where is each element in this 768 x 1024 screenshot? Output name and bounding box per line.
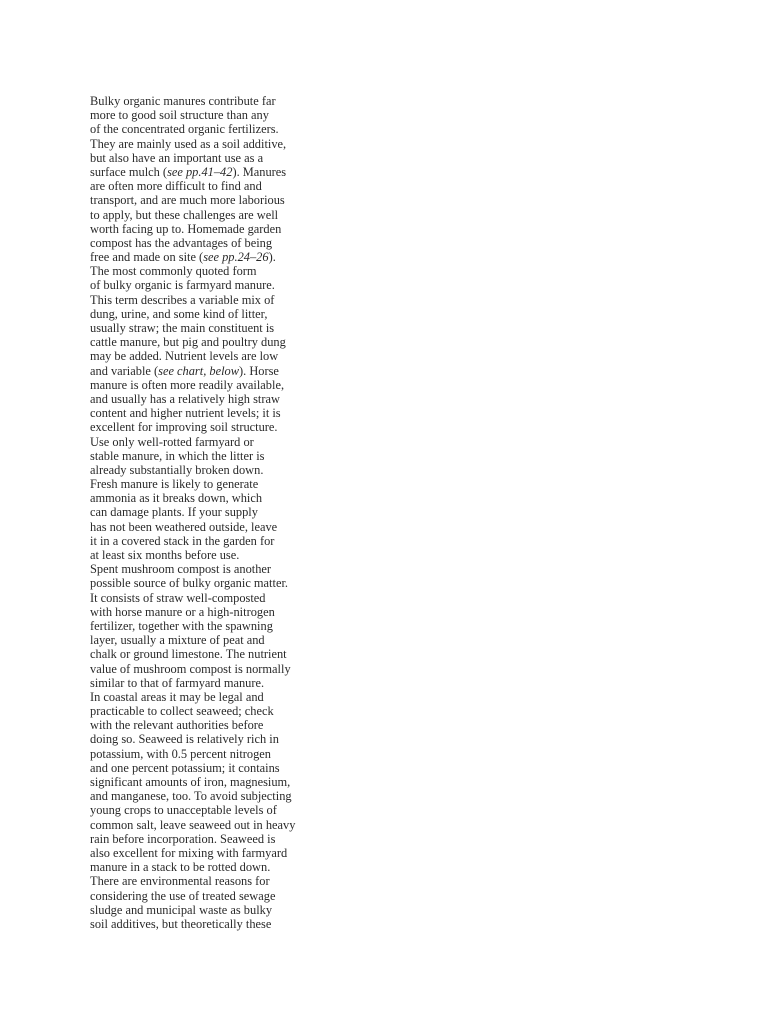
text-segment: with the relevant authorities before <box>90 718 264 733</box>
text-line <box>90 208 320 222</box>
text-segment: and one percent potassium; it contains <box>90 760 280 775</box>
text-line <box>90 803 320 817</box>
text-segment: it in a covered stack in the garden for <box>90 533 275 548</box>
text-segment: worth facing up to. Homemade garden <box>90 221 282 236</box>
text-segment: Spent mushroom compost is another <box>90 562 272 577</box>
text-segment: value of mushroom compost is normally <box>90 661 291 676</box>
text-line <box>90 690 320 704</box>
text-line <box>90 94 320 108</box>
text-segment: Use only well-rotted farmyard or <box>90 434 254 449</box>
text-line <box>90 165 320 179</box>
text-segment: In coastal areas it may be legal and <box>90 689 264 704</box>
text-line <box>90 633 320 647</box>
text-segment: dung, urine, and some kind of litter, <box>90 306 268 321</box>
text-line <box>90 591 320 605</box>
text-segment: with horse manure or a high-nitrogen <box>90 604 275 619</box>
text-segment: ammonia as it breaks down, which <box>90 491 263 506</box>
text-line <box>90 392 320 406</box>
text-line <box>90 775 320 789</box>
text-line <box>90 647 320 661</box>
text-line <box>90 378 320 392</box>
text-line <box>90 193 320 207</box>
body-text-column <box>90 94 320 931</box>
text-segment: already substantially broken down. <box>90 462 264 477</box>
text-segment: The most commonly quoted form <box>90 264 257 279</box>
text-line <box>90 662 320 676</box>
text-line <box>90 122 320 136</box>
text-line <box>90 789 320 803</box>
text-line <box>90 860 320 874</box>
text-segment: excellent for improving soil structure. <box>90 420 278 435</box>
text-line <box>90 818 320 832</box>
text-line <box>90 576 320 590</box>
text-line <box>90 889 320 903</box>
cross-reference: see pp.41–42 <box>167 164 233 179</box>
text-line <box>90 619 320 633</box>
text-segment: has not been weathered outside, leave <box>90 519 278 534</box>
text-segment: also excellent for mixing with farmyard <box>90 845 288 860</box>
text-line <box>90 491 320 505</box>
text-segment: are often more difficult to find and <box>90 179 262 194</box>
text-line <box>90 222 320 236</box>
text-line <box>90 903 320 917</box>
text-segment: practicable to collect seaweed; check <box>90 704 274 719</box>
text-line <box>90 449 320 463</box>
cross-reference: see pp.24–26 <box>203 250 269 265</box>
text-segment: young crops to unacceptable levels of <box>90 803 277 818</box>
text-segment: cattle manure, but pig and poultry dung <box>90 335 286 350</box>
text-segment: sludge and municipal waste as bulky <box>90 902 273 917</box>
text-segment: compost has the advantages of being <box>90 235 273 250</box>
text-line <box>90 874 320 888</box>
text-line <box>90 505 320 519</box>
text-segment: content and higher nutrient levels; it is <box>90 406 281 421</box>
text-segment: usually straw; the main constituent is <box>90 321 275 335</box>
text-segment: significant amounts of iron, magnesium, <box>90 775 291 789</box>
text-segment: This term describes a variable mix of <box>90 292 275 307</box>
text-segment: chalk or ground limestone. The nutrient <box>90 647 287 662</box>
text-segment: ). Horse <box>239 363 279 378</box>
text-segment: Bulky organic manures contribute far <box>90 94 276 108</box>
text-segment: potassium, with 0.5 percent nitrogen <box>90 746 272 761</box>
text-segment: more to good soil structure than any <box>90 108 269 123</box>
text-line <box>90 477 320 491</box>
text-line <box>90 520 320 534</box>
text-line <box>90 236 320 250</box>
text-segment: to apply, but these challenges are well <box>90 207 279 222</box>
text-segment: ). <box>268 250 276 265</box>
text-line <box>90 406 320 420</box>
text-line <box>90 605 320 619</box>
text-line <box>90 832 320 846</box>
text-line <box>90 435 320 449</box>
text-segment: There are environmental reasons for <box>90 874 270 889</box>
text-segment: transport, and are much more laborious <box>90 193 285 208</box>
text-line <box>90 548 320 562</box>
text-line <box>90 534 320 548</box>
text-line <box>90 349 320 363</box>
text-line <box>90 562 320 576</box>
text-line <box>90 264 320 278</box>
text-segment: stable manure, in which the litter is <box>90 448 265 463</box>
text-line <box>90 137 320 151</box>
text-segment: It consists of straw well-composted <box>90 590 266 605</box>
text-segment: may be added. Nutrient levels are low <box>90 349 279 364</box>
text-line <box>90 718 320 732</box>
text-line <box>90 307 320 321</box>
text-segment: fertilizer, together with the spawning <box>90 618 273 633</box>
text-segment: surface mulch ( <box>90 164 168 179</box>
text-line <box>90 846 320 860</box>
text-segment: and usually has a relatively high straw <box>90 391 280 406</box>
text-segment: Fresh manure is likely to generate <box>90 477 259 492</box>
text-line <box>90 676 320 690</box>
cross-reference: see chart, below <box>158 363 239 378</box>
text-segment: but also have an important use as a <box>90 150 264 165</box>
text-segment: of the concentrated organic fertilizers. <box>90 122 279 137</box>
text-segment: layer, usually a mixture of peat and <box>90 633 265 648</box>
text-line <box>90 420 320 434</box>
text-segment: considering the use of treated sewage <box>90 888 276 903</box>
text-segment: at least six months before use. <box>90 548 240 562</box>
text-segment: free and made on site ( <box>90 250 204 265</box>
text-line <box>90 108 320 122</box>
text-segment: soil additives, but theoretically these <box>90 916 272 931</box>
text-segment: common salt, leave seaweed out in heavy <box>90 817 296 832</box>
text-segment: manure in a stack to be rotted down. <box>90 860 271 875</box>
text-line <box>90 761 320 775</box>
text-line <box>90 463 320 477</box>
text-segment: and variable ( <box>90 363 159 378</box>
text-segment: and manganese, too. To avoid subjecting <box>90 789 292 804</box>
text-segment: can damage plants. If your supply <box>90 505 258 520</box>
text-segment: They are mainly used as a soil additive, <box>90 136 287 151</box>
text-line <box>90 335 320 349</box>
text-line <box>90 321 320 335</box>
text-segment: doing so. Seaweed is relatively rich in <box>90 732 279 747</box>
text-line <box>90 747 320 761</box>
text-line <box>90 179 320 193</box>
text-segment: of bulky organic is farmyard manure. <box>90 278 275 293</box>
text-segment: manure is often more readily available, <box>90 377 285 392</box>
text-segment: ). Manures <box>232 164 287 179</box>
text-line <box>90 151 320 165</box>
text-line <box>90 364 320 378</box>
text-line <box>90 917 320 931</box>
text-line <box>90 278 320 292</box>
text-segment: rain before incorporation. Seaweed is <box>90 831 276 846</box>
text-segment: similar to that of farmyard manure. <box>90 675 265 690</box>
text-segment: possible source of bulky organic matter. <box>90 576 288 591</box>
text-line <box>90 732 320 746</box>
text-line <box>90 293 320 307</box>
text-line <box>90 250 320 264</box>
text-line <box>90 704 320 718</box>
